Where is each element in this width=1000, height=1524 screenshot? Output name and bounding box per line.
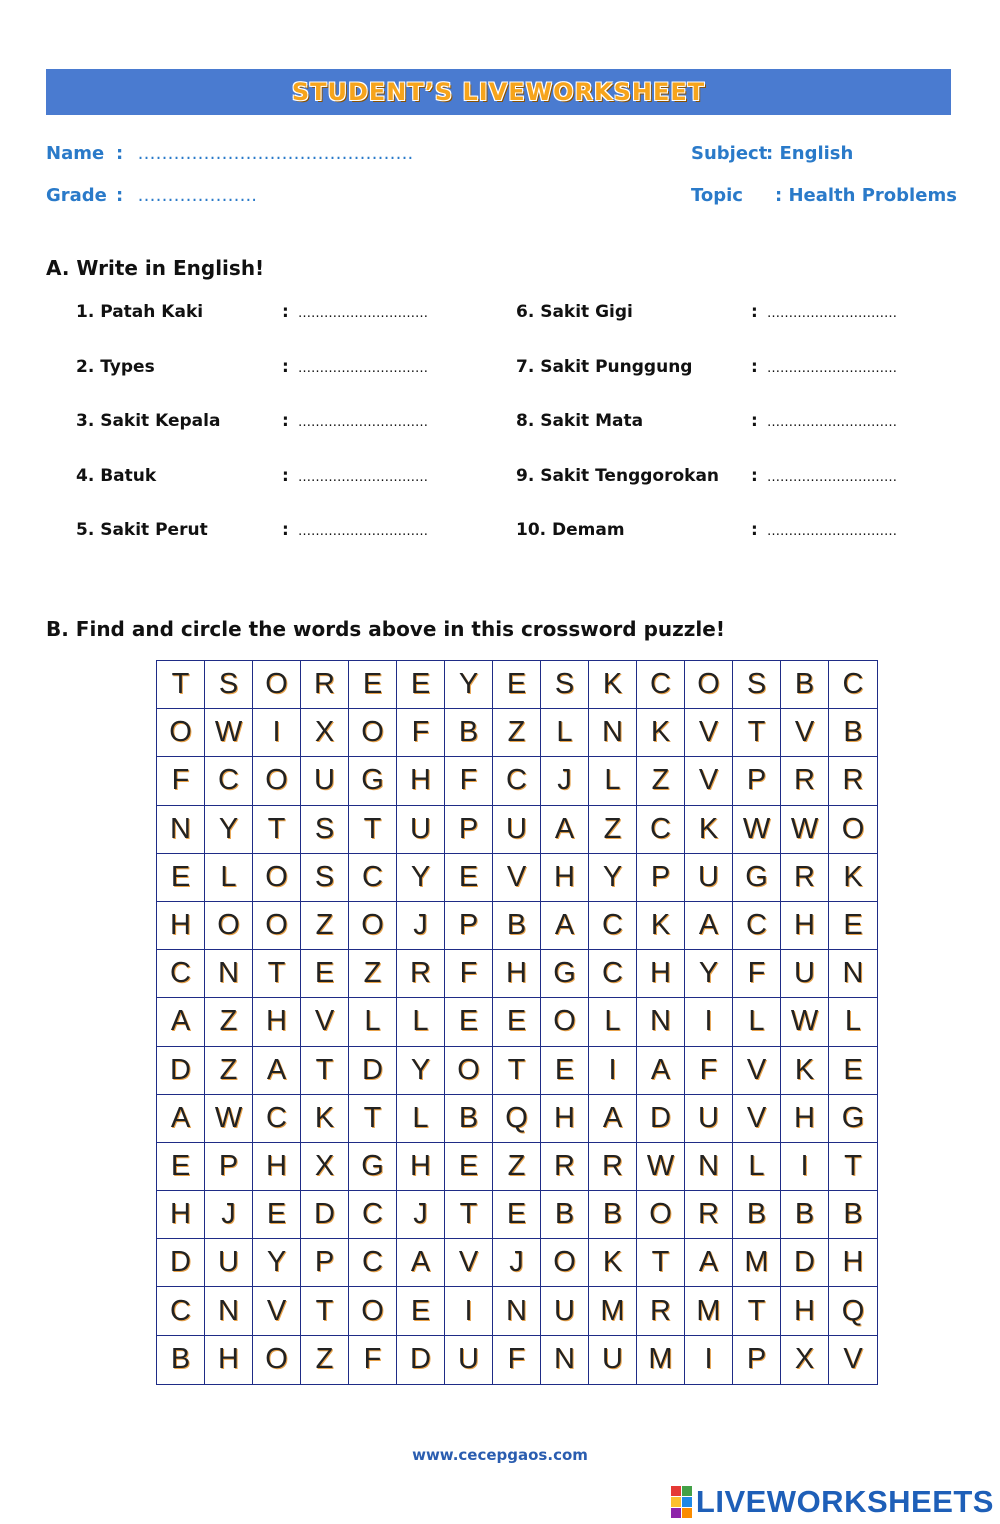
logo-block	[682, 1508, 692, 1518]
grid-cell[interactable]: D	[157, 1047, 205, 1095]
grid-cell[interactable]: B	[733, 1191, 781, 1239]
grid-cell[interactable]: F	[733, 950, 781, 998]
grid-cell[interactable]: N	[829, 950, 877, 998]
answer-blank[interactable]: …………………………	[298, 415, 428, 430]
grid-cell[interactable]: R	[541, 1143, 589, 1191]
grid-cell[interactable]: B	[589, 1191, 637, 1239]
grid-cell[interactable]: F	[493, 1336, 541, 1384]
name-field	[46, 143, 413, 164]
grid-cell[interactable]: J	[205, 1191, 253, 1239]
question-colon: :	[751, 466, 758, 486]
banner-title: STUDENT’S LIVEWORKSHEET	[291, 78, 706, 106]
grid-cell[interactable]: L	[205, 854, 253, 902]
grid-cell[interactable]: Z	[205, 1047, 253, 1095]
logo-block	[682, 1486, 692, 1496]
grid-cell[interactable]: H	[157, 902, 205, 950]
name-colon: :	[116, 143, 124, 164]
grid-cell[interactable]: A	[685, 902, 733, 950]
grid-cell[interactable]: C	[733, 902, 781, 950]
grid-cell[interactable]: V	[733, 1047, 781, 1095]
question-colon: :	[282, 466, 289, 486]
grid-cell[interactable]: L	[349, 998, 397, 1046]
grid-cell[interactable]: O	[541, 998, 589, 1046]
grid-cell[interactable]: U	[541, 1287, 589, 1335]
answer-blank[interactable]: …………………………	[767, 524, 897, 539]
grade-colon: :	[116, 185, 124, 206]
grid-cell[interactable]: F	[685, 1047, 733, 1095]
grid-cell[interactable]: Z	[301, 902, 349, 950]
grid-cell[interactable]: B	[157, 1336, 205, 1384]
grid-cell[interactable]: B	[445, 1095, 493, 1143]
website-link[interactable]: www.cecepgaos.com	[412, 1446, 588, 1464]
grid-cell[interactable]: U	[781, 950, 829, 998]
grid-cell[interactable]: Z	[493, 709, 541, 757]
grid-cell[interactable]: C	[157, 1287, 205, 1335]
logo-block	[671, 1486, 681, 1496]
liveworksheets-logo	[671, 1484, 994, 1520]
grid-cell[interactable]: H	[397, 1143, 445, 1191]
grid-cell[interactable]: D	[157, 1239, 205, 1287]
section-b-title: B. Find and circle the words above in this crossword puzzle!	[46, 617, 725, 641]
grade-label: Grade	[46, 185, 107, 206]
grid-cell[interactable]: N	[589, 709, 637, 757]
grid-cell[interactable]: O	[349, 902, 397, 950]
grid-cell[interactable]: V	[685, 757, 733, 805]
grid-cell[interactable]: Q	[493, 1095, 541, 1143]
answer-blank[interactable]: …………………………	[767, 470, 897, 485]
grid-cell[interactable]: K	[301, 1095, 349, 1143]
grid-cell[interactable]: D	[397, 1336, 445, 1384]
grid-cell[interactable]: O	[253, 1336, 301, 1384]
grid-cell[interactable]: O	[685, 661, 733, 709]
grid-cell[interactable]: R	[301, 661, 349, 709]
grid-cell[interactable]: J	[397, 902, 445, 950]
grid-cell[interactable]: L	[589, 998, 637, 1046]
grid-cell[interactable]: A	[253, 1047, 301, 1095]
grid-cell[interactable]: U	[589, 1336, 637, 1384]
grid-cell[interactable]: K	[829, 854, 877, 902]
grid-cell[interactable]: A	[637, 1047, 685, 1095]
grid-cell[interactable]: E	[541, 1047, 589, 1095]
logo-block	[671, 1497, 681, 1507]
grid-cell[interactable]: E	[445, 854, 493, 902]
question-label: 9. Sakit Tenggorokan	[516, 466, 720, 486]
grid-cell[interactable]: O	[253, 661, 301, 709]
grid-cell[interactable]: H	[397, 757, 445, 805]
grid-cell[interactable]: Z	[205, 998, 253, 1046]
grid-cell[interactable]: B	[445, 709, 493, 757]
grid-cell[interactable]: W	[781, 806, 829, 854]
grid-cell[interactable]: H	[253, 1143, 301, 1191]
grid-cell[interactable]: J	[493, 1239, 541, 1287]
grid-cell[interactable]: S	[301, 806, 349, 854]
grid-cell[interactable]: E	[445, 1143, 493, 1191]
grid-cell[interactable]: A	[541, 806, 589, 854]
grid-cell[interactable]: G	[349, 757, 397, 805]
grid-cell[interactable]: W	[781, 998, 829, 1046]
grid-cell[interactable]: M	[637, 1336, 685, 1384]
grid-cell[interactable]: C	[493, 757, 541, 805]
grid-cell[interactable]: V	[685, 709, 733, 757]
grid-cell[interactable]: L	[397, 998, 445, 1046]
grid-cell[interactable]: M	[685, 1287, 733, 1335]
grid-cell[interactable]: F	[397, 709, 445, 757]
grid-cell[interactable]: P	[445, 806, 493, 854]
grid-cell[interactable]: N	[685, 1143, 733, 1191]
answer-blank[interactable]: …………………………	[767, 306, 897, 321]
grid-cell[interactable]: T	[301, 1047, 349, 1095]
grid-cell[interactable]: A	[397, 1239, 445, 1287]
grid-cell[interactable]: Y	[205, 806, 253, 854]
grid-cell[interactable]: D	[301, 1191, 349, 1239]
grid-cell[interactable]: U	[685, 854, 733, 902]
grid-cell[interactable]: E	[397, 1287, 445, 1335]
grid-cell[interactable]: G	[829, 1095, 877, 1143]
grid-cell[interactable]: O	[829, 806, 877, 854]
grid-cell[interactable]: U	[493, 806, 541, 854]
topic-label: Topic	[691, 185, 743, 206]
grid-cell[interactable]: T	[157, 661, 205, 709]
grid-cell[interactable]: S	[541, 661, 589, 709]
grid-cell[interactable]: H	[781, 1095, 829, 1143]
logo-block	[682, 1497, 692, 1507]
answer-blank[interactable]: …………………………	[767, 361, 897, 376]
answer-blank[interactable]: …………………………	[767, 415, 897, 430]
grid-cell[interactable]: B	[781, 1191, 829, 1239]
grid-cell[interactable]: N	[205, 1287, 253, 1335]
grid-cell[interactable]: A	[157, 1095, 205, 1143]
logo-text: LIVEWORKSHEETS	[695, 1484, 994, 1519]
grid-cell[interactable]: O	[349, 1287, 397, 1335]
question-label: 7. Sakit Punggung	[516, 357, 693, 377]
grid-cell[interactable]: B	[493, 902, 541, 950]
grid-cell[interactable]: I	[589, 1047, 637, 1095]
grid-cell[interactable]: C	[253, 1095, 301, 1143]
answer-blank[interactable]: …………………………	[298, 306, 428, 321]
grid-cell[interactable]: R	[397, 950, 445, 998]
grid-cell[interactable]: E	[301, 950, 349, 998]
grid-cell[interactable]: V	[781, 709, 829, 757]
subject-field	[691, 143, 853, 164]
grid-cell[interactable]: K	[589, 1239, 637, 1287]
grid-cell[interactable]: F	[349, 1336, 397, 1384]
grid-cell[interactable]: E	[493, 998, 541, 1046]
grid-cell[interactable]: O	[445, 1047, 493, 1095]
grid-cell[interactable]: B	[541, 1191, 589, 1239]
grid-cell[interactable]: O	[253, 854, 301, 902]
grid-cell[interactable]: S	[733, 661, 781, 709]
grid-cell[interactable]: P	[637, 854, 685, 902]
grid-cell[interactable]: T	[637, 1239, 685, 1287]
question-colon: :	[751, 411, 758, 431]
grid-cell[interactable]: G	[541, 950, 589, 998]
grid-cell[interactable]: I	[445, 1287, 493, 1335]
grid-cell[interactable]: V	[253, 1287, 301, 1335]
answer-blank[interactable]: …………………………	[298, 524, 428, 539]
grid-cell[interactable]: T	[445, 1191, 493, 1239]
grid-cell[interactable]: R	[637, 1287, 685, 1335]
grid-cell[interactable]: T	[349, 806, 397, 854]
grid-cell[interactable]: G	[349, 1143, 397, 1191]
grid-cell[interactable]: E	[493, 1191, 541, 1239]
grid-cell[interactable]: Q	[829, 1287, 877, 1335]
grid-cell[interactable]: F	[157, 757, 205, 805]
grid-cell[interactable]: S	[205, 661, 253, 709]
grid-cell[interactable]: K	[637, 709, 685, 757]
question-colon: :	[282, 302, 289, 322]
grid-cell[interactable]: R	[685, 1191, 733, 1239]
grid-cell[interactable]: D	[637, 1095, 685, 1143]
grid-cell[interactable]: P	[733, 757, 781, 805]
grid-cell[interactable]: W	[637, 1143, 685, 1191]
grid-cell[interactable]: V	[493, 854, 541, 902]
grid-cell[interactable]: O	[349, 709, 397, 757]
grid-cell[interactable]: C	[349, 854, 397, 902]
grid-cell[interactable]: H	[781, 1287, 829, 1335]
grid-cell[interactable]: K	[685, 806, 733, 854]
grid-cell[interactable]: T	[733, 1287, 781, 1335]
grid-cell[interactable]: P	[445, 902, 493, 950]
grid-cell[interactable]: E	[349, 661, 397, 709]
grid-cell[interactable]: P	[733, 1336, 781, 1384]
grid-cell[interactable]: G	[733, 854, 781, 902]
grid-cell[interactable]: H	[637, 950, 685, 998]
question-label: 3. Sakit Kepala	[76, 411, 221, 431]
grid-cell[interactable]: T	[493, 1047, 541, 1095]
grid-cell[interactable]: A	[685, 1239, 733, 1287]
grid-cell[interactable]: H	[541, 854, 589, 902]
grid-cell[interactable]: T	[253, 806, 301, 854]
grid-cell[interactable]: E	[829, 902, 877, 950]
question-colon: :	[751, 357, 758, 377]
grid-cell[interactable]: P	[205, 1143, 253, 1191]
grade-field	[46, 185, 257, 206]
grid-cell[interactable]: Y	[589, 854, 637, 902]
grid-cell[interactable]: O	[205, 902, 253, 950]
grid-cell[interactable]: W	[205, 709, 253, 757]
grid-cell[interactable]: C	[349, 1191, 397, 1239]
question-label: 5. Sakit Perut	[76, 520, 208, 540]
grid-cell[interactable]: V	[445, 1239, 493, 1287]
grid-cell[interactable]: W	[205, 1095, 253, 1143]
grid-cell[interactable]: V	[733, 1095, 781, 1143]
grid-cell[interactable]: A	[157, 998, 205, 1046]
grid-cell[interactable]: Y	[445, 661, 493, 709]
grid-cell[interactable]: R	[589, 1143, 637, 1191]
grid-cell[interactable]: N	[157, 806, 205, 854]
grid-cell[interactable]: C	[637, 806, 685, 854]
grid-cell[interactable]: Y	[397, 854, 445, 902]
grid-cell[interactable]: L	[733, 998, 781, 1046]
grid-cell[interactable]: L	[589, 757, 637, 805]
grid-cell[interactable]: T	[253, 950, 301, 998]
grid-cell[interactable]: I	[685, 998, 733, 1046]
grid-cell[interactable]: C	[637, 661, 685, 709]
grid-cell[interactable]: R	[781, 854, 829, 902]
question-label: 2. Types	[76, 357, 155, 377]
grid-cell[interactable]: H	[541, 1095, 589, 1143]
logo-block	[671, 1508, 681, 1518]
grid-cell[interactable]: L	[829, 998, 877, 1046]
grid-cell[interactable]: I	[685, 1336, 733, 1384]
grid-cell[interactable]: Z	[493, 1143, 541, 1191]
grid-cell[interactable]: C	[157, 950, 205, 998]
grid-cell[interactable]: E	[493, 661, 541, 709]
grid-cell[interactable]: S	[301, 854, 349, 902]
grid-cell[interactable]: C	[349, 1239, 397, 1287]
grid-cell[interactable]: J	[397, 1191, 445, 1239]
question-label: 4. Batuk	[76, 466, 157, 486]
question-label: 6. Sakit Gigi	[516, 302, 633, 322]
question-colon: :	[282, 520, 289, 540]
answer-blank[interactable]: …………………………	[298, 361, 428, 376]
grid-cell[interactable]: H	[781, 902, 829, 950]
name-label: Name	[46, 143, 105, 164]
topic-field	[691, 185, 957, 206]
grid-cell[interactable]: V	[301, 998, 349, 1046]
grid-cell[interactable]: F	[445, 757, 493, 805]
grid-cell[interactable]: C	[205, 757, 253, 805]
grid-cell[interactable]: I	[781, 1143, 829, 1191]
grid-cell[interactable]: E	[829, 1047, 877, 1095]
question-colon: :	[751, 520, 758, 540]
grid-cell[interactable]: T	[349, 1095, 397, 1143]
grid-cell[interactable]: C	[589, 902, 637, 950]
question-colon: :	[751, 302, 758, 322]
grid-cell[interactable]: P	[301, 1239, 349, 1287]
grid-cell[interactable]: Y	[397, 1047, 445, 1095]
grid-cell[interactable]: N	[541, 1336, 589, 1384]
grid-cell[interactable]: H	[493, 950, 541, 998]
subject-value: : English	[766, 143, 854, 164]
grid-cell[interactable]: C	[829, 661, 877, 709]
grid-cell[interactable]: K	[589, 661, 637, 709]
grid-cell[interactable]: O	[157, 709, 205, 757]
grid-cell[interactable]: C	[589, 950, 637, 998]
grade-blank[interactable]: ………………..	[137, 185, 257, 206]
grid-cell[interactable]: T	[301, 1287, 349, 1335]
grid-cell[interactable]: Y	[253, 1239, 301, 1287]
grid-cell[interactable]: N	[493, 1287, 541, 1335]
grid-cell[interactable]: E	[397, 661, 445, 709]
grid-cell[interactable]: E	[445, 998, 493, 1046]
name-blank[interactable]: ……………………………………….	[137, 143, 414, 164]
grid-cell[interactable]: I	[253, 709, 301, 757]
grid-cell[interactable]: Z	[349, 950, 397, 998]
grid-cell[interactable]: Y	[685, 950, 733, 998]
grid-cell[interactable]: E	[157, 854, 205, 902]
word-search-grid	[156, 660, 878, 1385]
grid-cell[interactable]: B	[829, 1191, 877, 1239]
grid-cell[interactable]: W	[733, 806, 781, 854]
question-colon: :	[282, 411, 289, 431]
grid-cell[interactable]: T	[829, 1143, 877, 1191]
grid-cell[interactable]: M	[733, 1239, 781, 1287]
grid-cell[interactable]: D	[781, 1239, 829, 1287]
question-label: 10. Demam	[516, 520, 625, 540]
answer-blank[interactable]: …………………………	[298, 470, 428, 485]
grid-cell[interactable]: Z	[637, 757, 685, 805]
grid-cell[interactable]: E	[157, 1143, 205, 1191]
grid-cell[interactable]: M	[589, 1287, 637, 1335]
grid-cell[interactable]: B	[829, 709, 877, 757]
grid-cell[interactable]: O	[637, 1191, 685, 1239]
grid-cell[interactable]: Z	[589, 806, 637, 854]
grid-cell[interactable]: U	[205, 1239, 253, 1287]
grid-cell[interactable]: U	[397, 806, 445, 854]
grid-cell[interactable]: V	[843, 1343, 863, 1376]
grid-cell[interactable]: J	[541, 757, 589, 805]
grid-cell[interactable]: L	[733, 1143, 781, 1191]
grid-cell[interactable]: L	[397, 1095, 445, 1143]
grid-cell[interactable]: R	[829, 757, 877, 805]
grid-cell[interactable]: Z	[301, 1336, 349, 1384]
grid-cell[interactable]: E	[253, 1191, 301, 1239]
grid-cell[interactable]: T	[733, 709, 781, 757]
grid-cell[interactable]: R	[781, 757, 829, 805]
grid-cell[interactable]: N	[205, 950, 253, 998]
grid-cell[interactable]: B	[781, 661, 829, 709]
section-a-title: A. Write in English!	[46, 256, 265, 280]
grid-cell[interactable]: F	[445, 950, 493, 998]
grid-cell[interactable]: K	[637, 902, 685, 950]
question-label: 1. Patah Kaki	[76, 302, 204, 322]
subject-label: Subject	[691, 143, 768, 164]
grid-cell[interactable]: U	[445, 1336, 493, 1384]
worksheet-banner	[46, 69, 951, 115]
grid-cell[interactable]: D	[349, 1047, 397, 1095]
grid-cell[interactable]: U	[301, 757, 349, 805]
grid-cell[interactable]: A	[541, 902, 589, 950]
grid-cell[interactable]: H	[157, 1191, 205, 1239]
grid-cell[interactable]: L	[541, 709, 589, 757]
grid-cell[interactable]: N	[637, 998, 685, 1046]
grid-cell[interactable]: H	[253, 998, 301, 1046]
grid-cell[interactable]: K	[781, 1047, 829, 1095]
grid-cell[interactable]: H	[829, 1239, 877, 1287]
grid-cell[interactable]: X	[301, 709, 349, 757]
grid-cell[interactable]: A	[589, 1095, 637, 1143]
question-colon: :	[282, 357, 289, 377]
grid-cell[interactable]: X	[301, 1143, 349, 1191]
grid-cell[interactable]: O	[541, 1239, 589, 1287]
logo-blocks-icon	[671, 1486, 692, 1518]
grid-cell[interactable]: O	[253, 757, 301, 805]
topic-value: : Health Problems	[775, 185, 957, 206]
grid-cell[interactable]: X	[781, 1336, 829, 1384]
grid-cell[interactable]: H	[205, 1336, 253, 1384]
grid-cell[interactable]: O	[253, 902, 301, 950]
grid-cell[interactable]: U	[685, 1095, 733, 1143]
question-label: 8. Sakit Mata	[516, 411, 644, 431]
